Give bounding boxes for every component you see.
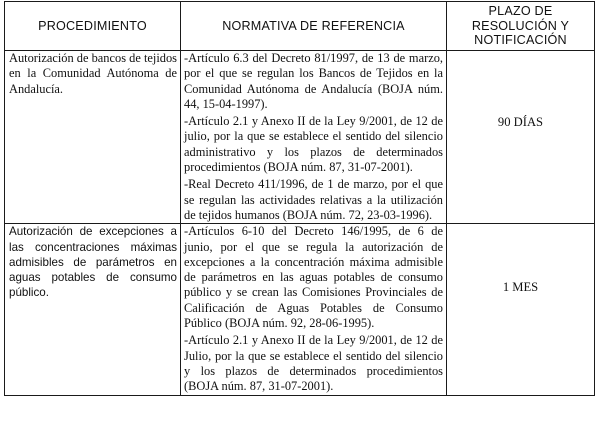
procedures-table (4, 1, 595, 396)
plazo-cell (447, 51, 595, 224)
header-plazo-line-1: PLAZO DE (488, 4, 553, 19)
table-row (5, 224, 595, 395)
procedimiento-cell (5, 51, 181, 224)
header-plazo (447, 2, 595, 51)
normativa-cell (181, 224, 447, 395)
normativa-item: -Artículos 6-10 del Decreto 146/1995, de 6 de junio, por el que se regula la autorización de excepciones a la concentración máxima admisible de parámetros en las aguas potables de consumo público y se crean las Comisiones Provinciales de Calificación de Aguas Potables de Consumo Público (BOJA núm. 92, 28-06-1995). (184, 224, 443, 331)
header-procedimiento: PROCEDIMIENTO (5, 2, 181, 51)
plazo-text: 1 MES (502, 279, 539, 294)
procedimiento-text: Autorización de bancos de tejidos en la Comunidad Autónoma de Andalucía. (9, 51, 177, 96)
procedimiento-cell (5, 224, 181, 395)
plazo-cell (447, 224, 595, 395)
header-normativa: NORMATIVA DE REFERENCIA (181, 2, 447, 51)
table-row (5, 51, 595, 224)
header-plazo-line-3: NOTIFICACIÓN (474, 33, 567, 48)
normativa-item: -Real Decreto 411/1996, de 1 de marzo, por el que se regulan las actividades relativas a la utilización de tejidos humanos (BOJA núm. 72, 23-03-1996). (184, 177, 443, 222)
plazo-text: 90 DÍAS (497, 115, 544, 130)
normativa-item: -Artículo 2.1 y Anexo II de la Ley 9/2001, de 12 de julio, por la que se establece el sentido del silencio administrativo y los plazos de determinados procedimientos (BOJA núm. 87, 31-07-2001). (184, 114, 443, 175)
table-header-row (5, 2, 595, 51)
normativa-item: -Artículo 2.1 y Anexo II de la Ley 9/2001, de 12 de Julio, por la que se establece el sentido del silencio y los plazos de determinados procedimientos (BOJA núm. 87, 31-07-2001). (184, 333, 443, 394)
normativa-cell (181, 51, 447, 224)
normativa-item: -Artículo 6.3 del Decreto 81/1997, de 13 de marzo, por el que se regulan los Bancos de Tejidos en la Comunidad Autónoma de Andalucía (BOJA núm. 44, 15-04-1997). (184, 51, 443, 111)
header-plazo-line-2: RESOLUCIÓN Y (471, 18, 570, 33)
procedimiento-text: Autorización de excepciones a las concentraciones máximas admisibles de parámetros en aguas potables de consumo público. (9, 225, 177, 300)
